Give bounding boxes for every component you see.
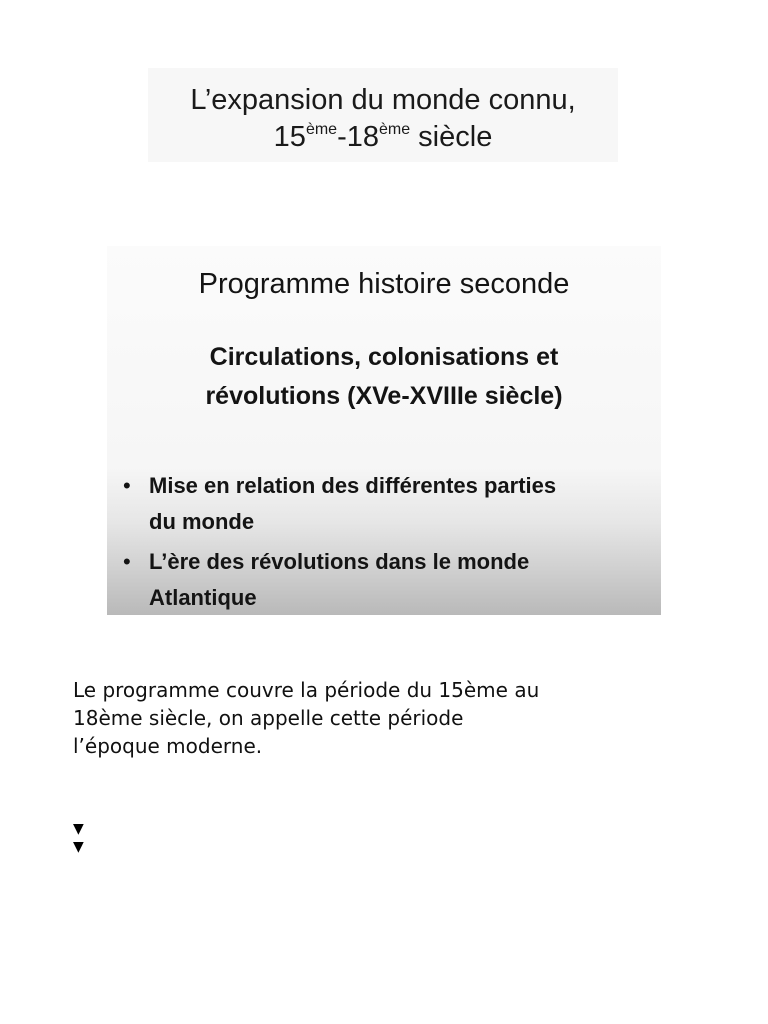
title-line-1: L’expansion du monde connu, <box>190 84 576 116</box>
title-line-2 <box>148 119 618 156</box>
body-paragraph <box>73 676 703 760</box>
program-heading: Programme histoire seconde <box>198 268 570 300</box>
title-start-suffix: ème <box>305 121 338 138</box>
program-subtitle-line-2: révolutions (XVe-XVIIIe siècle) <box>205 382 563 410</box>
program-slide-image <box>107 246 661 615</box>
body-line-2: 18ème siècle, on appelle cette période <box>73 706 464 730</box>
body-line-3: l’époque moderne. <box>73 734 263 758</box>
title-slide-image <box>148 68 618 162</box>
marker-group <box>73 820 84 856</box>
program-bullet-item <box>123 544 653 616</box>
program-subtitle-line-1: Circulations, colonisations et <box>209 343 559 371</box>
program-bullet-item <box>123 468 653 540</box>
title-separator: - <box>337 121 347 153</box>
title-end-suffix: ème <box>379 121 411 138</box>
bullet-dot-icon: • <box>123 473 131 498</box>
triangle-down-icon: ▼ <box>73 821 84 837</box>
bullet-dot-icon: • <box>123 549 131 574</box>
bullet-line-2: Atlantique <box>149 585 257 610</box>
bullet-line-2: du monde <box>149 509 255 534</box>
title-start-number: 15 <box>273 121 306 153</box>
bullet-line-1: Mise en relation des différentes parties <box>149 473 557 498</box>
title-end-number: 18 <box>346 121 379 153</box>
bullet-line-1: L’ère des révolutions dans le monde <box>149 549 530 574</box>
title-end-word: siècle <box>410 121 493 153</box>
body-line-1: Le programme couvre la période du 15ème au <box>73 678 540 702</box>
program-bullet-list <box>123 468 653 620</box>
program-subtitle <box>107 338 661 416</box>
triangle-down-icon: ▼ <box>73 839 84 855</box>
